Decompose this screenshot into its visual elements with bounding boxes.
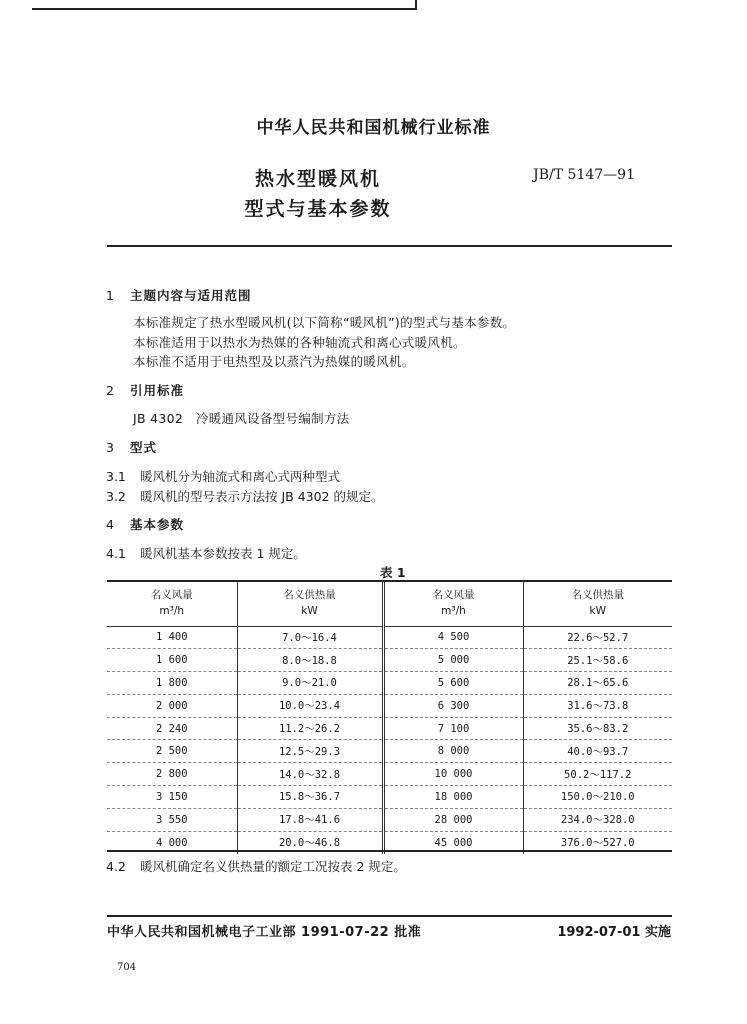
- section-title: 基本参数: [129, 517, 184, 532]
- cell-airflow-left: 3 550: [107, 808, 237, 831]
- cell-airflow-right: 4 500: [383, 626, 523, 649]
- table-row: [107, 763, 672, 786]
- clause-text: 暖风机确定名义供热量的额定工况按表 2 规定。: [139, 859, 406, 874]
- standard-number: JB/T 5147—91: [533, 167, 635, 183]
- cell-airflow-right: 28 000: [383, 808, 523, 831]
- section-number: 1: [106, 288, 114, 303]
- cell-heat-left: 17.8～41.6: [237, 808, 383, 831]
- cell-heat-left: 15.8～36.7: [237, 786, 383, 809]
- header-airflow-left: 名义风量 m³/h: [107, 581, 237, 626]
- cell-heat-right: 25.1～58.6: [523, 649, 672, 672]
- table-row: [107, 740, 672, 763]
- section-number: 2: [106, 383, 114, 398]
- cell-heat-right: 40.0～93.7: [523, 740, 672, 763]
- cell-airflow-right: 5 000: [383, 649, 523, 672]
- section-title: 引用标准: [129, 383, 184, 398]
- document-title: 热水型暖风机: [254, 168, 381, 190]
- section-2-heading: [106, 381, 184, 399]
- section-title: 主题内容与适用范围: [129, 288, 252, 303]
- document-subtitle: 型式与基本参数: [244, 198, 392, 220]
- basic-parameters-table: [107, 581, 672, 854]
- clause-4-2: [106, 857, 406, 875]
- scan-border-tick: [405, 0, 417, 10]
- cell-airflow-right: 5 600: [383, 672, 523, 695]
- cell-airflow-left: 2 500: [107, 740, 237, 763]
- page-number: 704: [117, 962, 137, 973]
- table-caption: 表 1: [380, 565, 406, 580]
- cell-heat-right: 376.0～527.0: [560, 837, 635, 850]
- cell-heat-right: 50.2～117.2: [523, 763, 672, 786]
- scan-border-mark: [32, 0, 416, 10]
- header-airflow-right: 名义风量 m³/h: [383, 581, 523, 626]
- cell-heat-right: 35.6～83.2: [523, 717, 672, 740]
- section-number: 3: [106, 440, 114, 455]
- approval-statement: 中华人民共和国机械电子工业部 1991-07-22 批准: [107, 925, 422, 940]
- header-divider: [107, 245, 672, 247]
- table-header-row: [107, 581, 672, 626]
- clause-text: 暖风机的型号表示方法按 JB 4302 的规定。: [139, 489, 384, 504]
- cell-airflow-right: 45 000: [383, 831, 523, 854]
- cell-heat-left: 20.0～46.8: [237, 831, 383, 854]
- standard-organization: 中华人民共和国机械行业标准: [256, 118, 491, 138]
- cell-heat-right: 234.0～328.0: [523, 808, 672, 831]
- section-3-heading: [106, 438, 157, 456]
- clause-number: 3.1: [106, 469, 126, 484]
- clause-3-2: [106, 487, 383, 505]
- cell-airflow-left: 1 600: [107, 649, 237, 672]
- effective-date: 1992-07-01 实施: [557, 925, 671, 940]
- cell-airflow-left: 1 800: [107, 672, 237, 695]
- cell-airflow-left: 1 400: [107, 626, 237, 649]
- section-1-paragraph-2: 本标准适用于以热水为热媒的各种轴流式和离心式暖风机。: [133, 335, 466, 350]
- cell-airflow-left: 4 000: [107, 831, 237, 854]
- cell-heat-left: 11.2～26.2: [237, 717, 383, 740]
- clause-text: 暖风机分为轴流式和离心式两种型式: [139, 469, 340, 484]
- clause-number: 4.1: [106, 546, 126, 561]
- clause-number: 3.2: [106, 489, 126, 504]
- section-1-paragraph-3: 本标准不适用于电热型及以蒸汽为热媒的暖风机。: [133, 354, 415, 369]
- cell-airflow-right: 6 300: [383, 694, 523, 717]
- table-row: [107, 694, 672, 717]
- referenced-standard: JB 4302 冷暖通风设备型号编制方法: [133, 411, 350, 426]
- cell-airflow-right: 18 000: [383, 786, 523, 809]
- table-row: [107, 626, 672, 649]
- cell-heat-left: 10.0～23.4: [237, 694, 383, 717]
- cell-airflow-right: 8 000: [383, 740, 523, 763]
- section-number: 4: [106, 517, 114, 532]
- cell-airflow-left: 2 000: [107, 694, 237, 717]
- table-row: [107, 672, 672, 695]
- table-row: [107, 649, 672, 672]
- clause-3-1: [106, 467, 340, 485]
- cell-heat-right: 22.6～52.7: [523, 626, 672, 649]
- clause-number: 4.2: [106, 859, 126, 874]
- cell-airflow-left: 2 800: [107, 763, 237, 786]
- table-bottom-rule: [107, 850, 672, 852]
- cell-airflow-left: 3 150: [107, 786, 237, 809]
- clause-4-1: [106, 544, 306, 562]
- cell-heat-left: 7.0～16.4: [237, 626, 383, 649]
- clause-text: 暖风机基本参数按表 1 规定。: [139, 546, 306, 561]
- section-4-heading: [106, 515, 184, 533]
- cell-heat-left: 12.5～29.3: [237, 740, 383, 763]
- cell-airflow-right: 7 100: [383, 717, 523, 740]
- section-title: 型式: [129, 440, 157, 455]
- cell-airflow-left: 2 240: [107, 717, 237, 740]
- footer-divider: [107, 915, 672, 917]
- cell-heat-left: 9.0～21.0: [237, 672, 383, 695]
- cell-heat-left: 8.0～18.8: [237, 649, 383, 672]
- section-1-heading: [106, 286, 252, 304]
- table-row: [107, 717, 672, 740]
- table-row: [107, 786, 672, 809]
- header-heat-left: 名义供热量 kW: [237, 581, 383, 626]
- section-1-paragraph-1: 本标准规定了热水型暖风机(以下简称“暖风机”)的型式与基本参数。: [133, 315, 516, 330]
- table-row: [107, 808, 672, 831]
- cell-heat-right: 150.0～210.0: [523, 786, 672, 809]
- cell-heat-right: 28.1～65.6: [523, 672, 672, 695]
- cell-airflow-right: 10 000: [383, 763, 523, 786]
- cell-heat-right: 31.6～73.8: [523, 694, 672, 717]
- header-heat-right: 名义供热量 kW: [523, 581, 672, 626]
- cell-heat-left: 14.0～32.8: [237, 763, 383, 786]
